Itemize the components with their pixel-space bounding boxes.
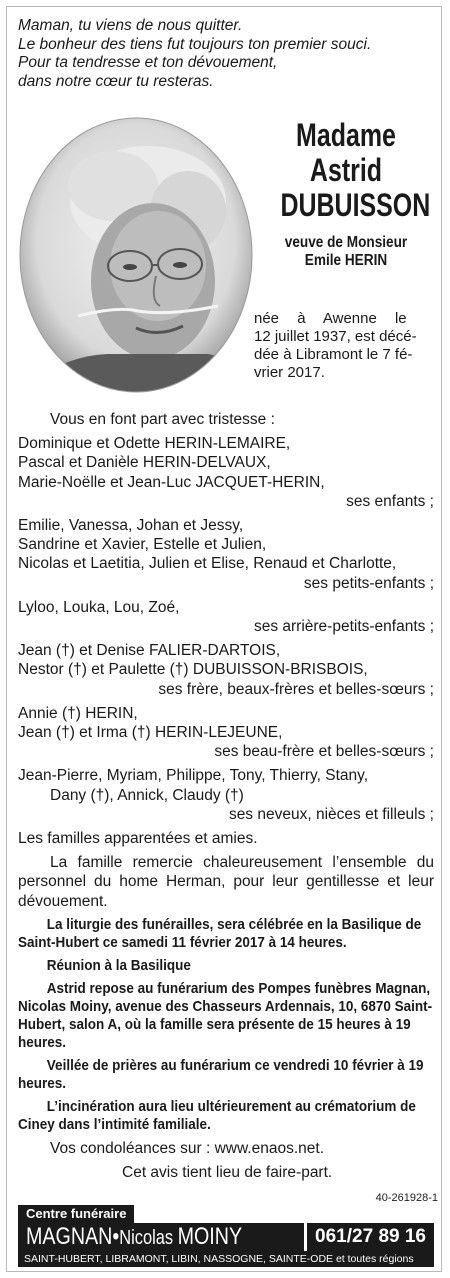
families-line: Les familles apparentées et amies. xyxy=(18,830,258,848)
family-line: Sandrine et Xavier, Estelle et Julien, xyxy=(18,536,267,554)
family-line: Lyloo, Louka, Lou, Zoé, xyxy=(18,598,180,616)
birth-line: 12 juillet 1937, est décé- xyxy=(254,328,417,345)
reference-number: 40-261928-1 xyxy=(375,1192,438,1204)
family-line: Jean-Pierre, Myriam, Philippe, Tony, Thierry, Stany, xyxy=(18,767,369,785)
funeral-home-banner xyxy=(18,1205,434,1265)
service-areas: SAINT-HUBERT, LIBRAMONT, LIBIN, NASSOGNE, SAINTE-ODE et toutes régions xyxy=(18,1251,434,1267)
poem-line: Maman, tu viens de nous quitter. xyxy=(18,17,243,34)
birth-death-info xyxy=(254,310,432,382)
phone-number: 061/27 89 16 xyxy=(304,1223,434,1251)
poem xyxy=(18,17,438,91)
thanks-paragraph: La famille remercie chaleureusement l’ensemble du personnel du home Herman, pour leur gentillesse et leur dévouement. xyxy=(18,854,434,910)
family-line: Emilie, Vanessa, Johan et Jessy, xyxy=(18,517,244,535)
relation-label: ses enfants ; xyxy=(346,492,434,510)
poem-line: Pour ta tendresse et ton dévouement, xyxy=(18,54,278,71)
announcement xyxy=(18,410,434,1182)
birth-line: dée à Libramont le 7 fé- xyxy=(254,346,413,363)
liturgy-paragraph: La liturgie des funérailles, sera célébrée en la Basilique de Saint-Hubert ce samedi 11 février 2017 à 14 heures. xyxy=(18,915,422,951)
banner-bar xyxy=(18,1223,434,1251)
name-title: Madame xyxy=(296,117,396,153)
vigil-paragraph: Veillée de prières au funérarium ce vendredi 10 février à 19 heures. xyxy=(18,1056,424,1092)
relation-label: ses frère, beaux-frères et belles-sœurs ; xyxy=(158,680,434,698)
name-part: MAGNAN xyxy=(26,1223,113,1250)
family-line: Jean (†) et Denise FALIER-DARTOIS, xyxy=(18,642,281,660)
family-line: Nicolas et Laetitia, Julien et Elise, Renaud et Charlotte, xyxy=(18,555,397,573)
condolences-line: Vos condoléances sur : www.enaos.net. xyxy=(50,1139,324,1157)
family-line: Jean (†) et Irma (†) HERIN-LEJEUNE, xyxy=(18,724,283,742)
poem-line: Le bonheur des tiens fut toujours ton premier souci. xyxy=(18,35,372,53)
intro-line: Vous en font part avec tristesse : xyxy=(50,411,275,428)
first-name: Astrid xyxy=(309,152,383,188)
family-line: Annie (†) HERIN, xyxy=(18,704,138,722)
family-line: Nestor (†) et Paulette (†) DUBUISSON-BRISBOIS, xyxy=(18,661,368,679)
name-part: Nicolas xyxy=(119,1227,178,1249)
widow-line: veuve de Monsieur xyxy=(284,234,408,251)
relation-label: ses neveux, nièces et filleuls ; xyxy=(228,805,434,823)
banner-tag: Centre funéraire xyxy=(18,1205,134,1223)
name-part: MOINY xyxy=(177,1223,243,1250)
cremation-paragraph: L’incinération aura lieu ultérieurement au crématorium de Ciney dans l’intimité familiale. xyxy=(18,1097,416,1133)
family-line: Pascal et Danièle HERIN-DELVAUX, xyxy=(18,454,271,472)
birth-line: vrier 2017. xyxy=(254,364,325,381)
name-block xyxy=(262,118,430,270)
bullet: • xyxy=(112,1223,120,1250)
relation-label: ses arrière-petits-enfants ; xyxy=(253,618,434,636)
family-line: Dany (†), Annick, Claudy (†) xyxy=(50,786,244,804)
portrait-photo xyxy=(18,116,254,394)
spouse-name: Emile HERIN xyxy=(304,252,388,269)
last-name: DUBUISSON xyxy=(280,187,431,223)
family-line: Marie-Noëlle et Jean-Luc JACQUET-HERIN, xyxy=(18,473,325,491)
poem-line: dans notre cœur tu resteras. xyxy=(18,72,214,90)
family-line: Dominique et Odette HERIN-LEMAIRE, xyxy=(18,435,291,453)
funerarium-paragraph: Astrid repose au funérarium des Pompes funèbres Magnan, Nicolas Moiny, avenue des Chasseurs Ardennais, 10, 6870 Saint-Hubert, salon A, où la famille sera présente de 15 heures à 19 heures. xyxy=(18,979,433,1051)
reunion-line: Réunion à la Basilique xyxy=(46,956,191,974)
relation-label: ses petits-enfants ; xyxy=(303,574,434,592)
birth-line: née à Awenne le xyxy=(254,310,407,327)
relation-label: ses beau-frère et belles-sœurs ; xyxy=(214,743,434,761)
funeral-home-name xyxy=(26,1223,242,1252)
notice-line: Cet avis tient lieu de faire-part. xyxy=(122,1164,333,1182)
